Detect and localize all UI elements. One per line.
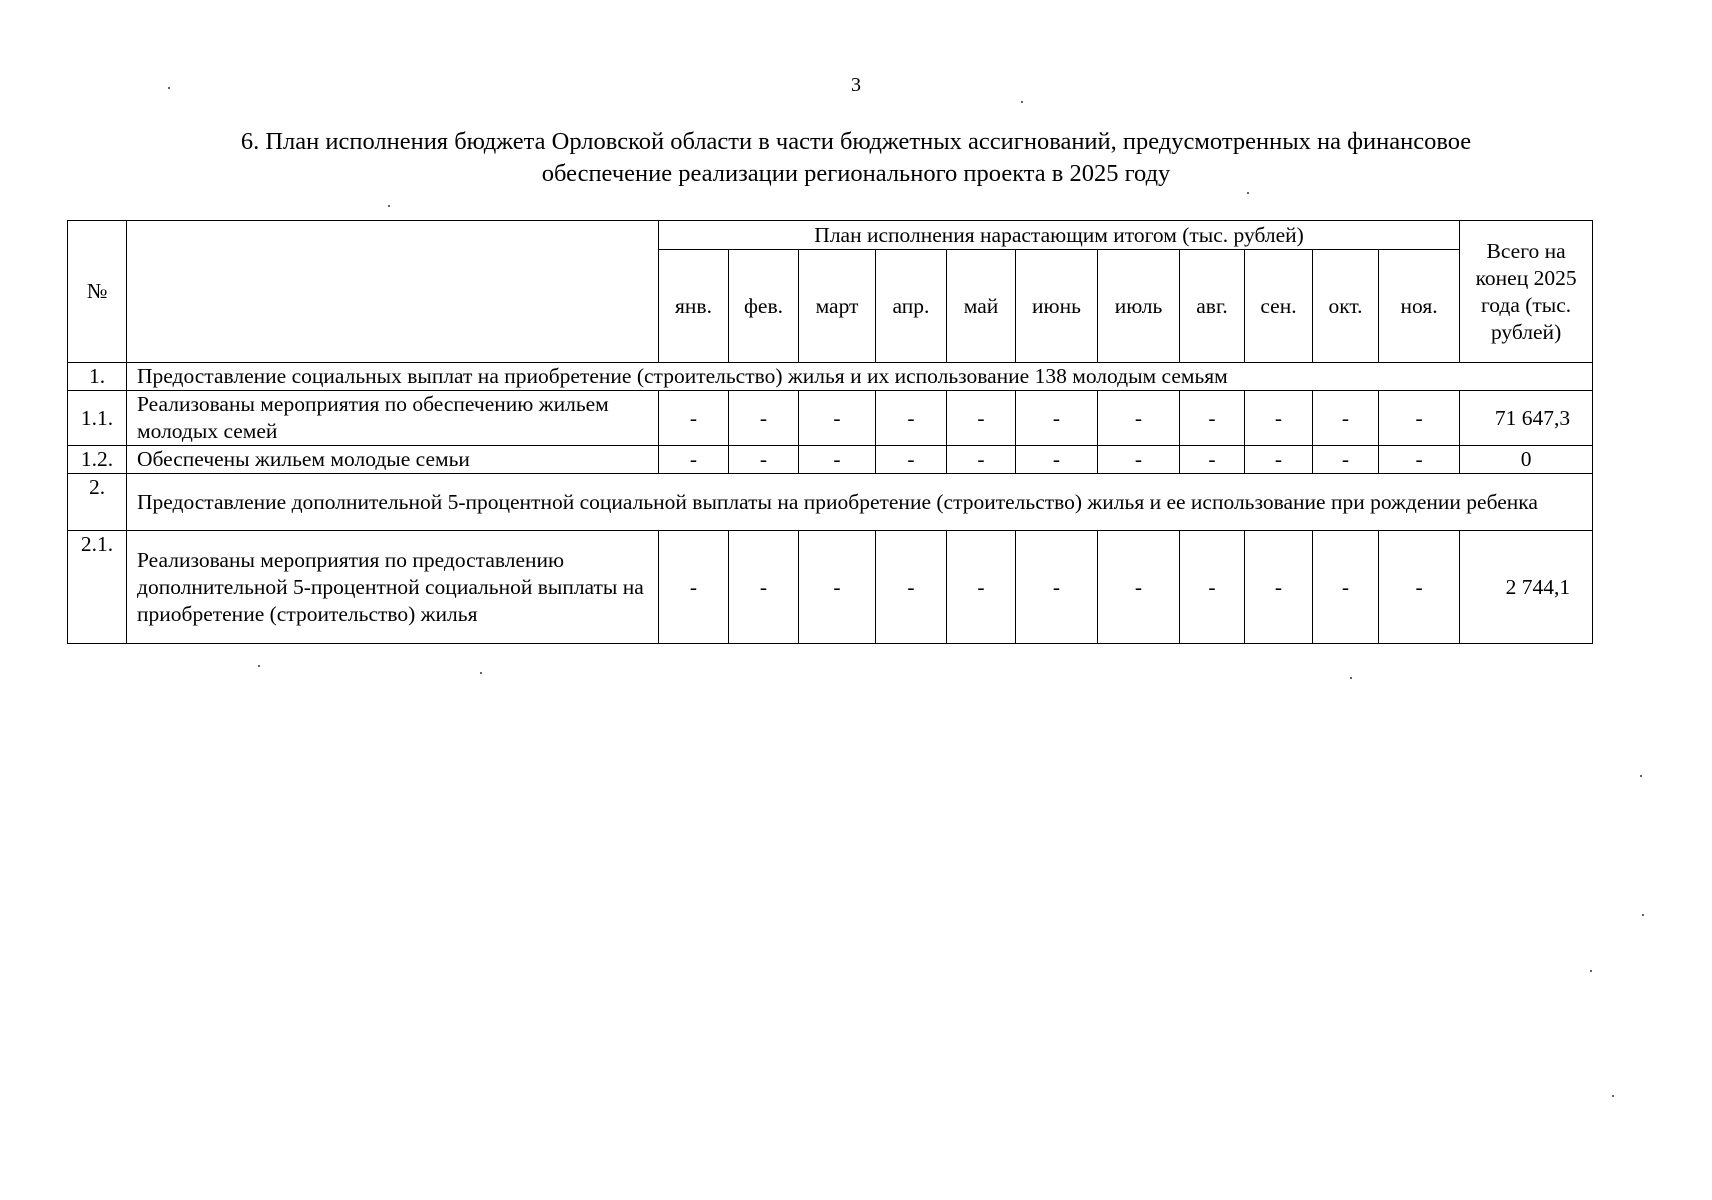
row-month-value: - xyxy=(729,446,799,474)
row-total: 2 744,1 xyxy=(1460,531,1593,644)
header-month: май xyxy=(947,250,1016,363)
scan-speck xyxy=(258,665,260,667)
header-month: июнь xyxy=(1016,250,1098,363)
row-text: Реализованы мероприятия по предоставлению дополнительной 5-процентной социальной выплаты на приобретение (строительство) жилья xyxy=(127,531,659,644)
scan-speck xyxy=(1640,775,1642,777)
header-plan-group: План исполнения нарастающим итогом (тыс. рублей) xyxy=(659,221,1460,250)
row-month-value: - xyxy=(659,531,729,644)
row-num: 1.1. xyxy=(68,391,127,446)
document-title xyxy=(60,126,1652,190)
scan-speck xyxy=(1247,192,1249,194)
scan-speck xyxy=(1350,677,1352,679)
header-month: июль xyxy=(1098,250,1180,363)
row-total: 0 xyxy=(1460,446,1593,474)
row-month-value: - xyxy=(1245,391,1313,446)
table-row-section xyxy=(68,363,1593,391)
scan-speck xyxy=(1021,101,1023,103)
scan-speck xyxy=(1642,914,1644,916)
header-month: фев. xyxy=(729,250,799,363)
row-month-value: - xyxy=(947,446,1016,474)
header-month: окт. xyxy=(1313,250,1379,363)
row-month-value: - xyxy=(1245,446,1313,474)
row-month-value: - xyxy=(659,446,729,474)
row-month-value: - xyxy=(876,531,947,644)
row-month-value: - xyxy=(1245,531,1313,644)
header-month: март xyxy=(799,250,876,363)
scan-speck xyxy=(168,87,170,89)
header-total: Всего на конец 2025 года (тыс. рублей) xyxy=(1460,221,1593,363)
budget-plan-table xyxy=(67,220,1593,644)
row-month-value: - xyxy=(1016,446,1098,474)
scan-speck xyxy=(1612,1095,1614,1097)
header-month: апр. xyxy=(876,250,947,363)
row-month-value: - xyxy=(1379,531,1460,644)
header-month: сен. xyxy=(1245,250,1313,363)
row-month-value: - xyxy=(947,531,1016,644)
row-month-value: - xyxy=(729,531,799,644)
row-num: 2.1. xyxy=(68,531,127,644)
row-num: 1. xyxy=(68,363,127,391)
row-total: 71 647,3 xyxy=(1460,391,1593,446)
header-month: ноя. xyxy=(1379,250,1460,363)
row-month-value: - xyxy=(799,446,876,474)
scan-speck xyxy=(1590,970,1592,972)
table-row xyxy=(68,446,1593,474)
row-month-value: - xyxy=(1180,391,1245,446)
row-month-value: - xyxy=(1313,391,1379,446)
row-month-value: - xyxy=(729,391,799,446)
title-line-1: 6. План исполнения бюджета Орловской области в части бюджетных ассигнований, предусмотренных на финансовое xyxy=(240,128,1472,155)
page-number: 3 xyxy=(851,74,861,96)
row-text: Предоставление дополнительной 5-процентной социальной выплаты на приобретение (строительство) жилья и ее использование при рождении ребенка xyxy=(127,474,1593,531)
row-month-value: - xyxy=(659,391,729,446)
row-month-value: - xyxy=(1180,531,1245,644)
row-month-value: - xyxy=(1016,391,1098,446)
row-month-value: - xyxy=(876,446,947,474)
header-month: авг. xyxy=(1180,250,1245,363)
scan-speck xyxy=(388,205,390,207)
scan-speck xyxy=(480,672,482,674)
row-month-value: - xyxy=(947,391,1016,446)
table-row xyxy=(68,391,1593,446)
row-month-value: - xyxy=(1098,391,1180,446)
row-text: Предоставление социальных выплат на приобретение (строительство) жилья и их использование 138 молодым семьям xyxy=(127,363,1593,391)
row-month-value: - xyxy=(1098,446,1180,474)
row-num: 2. xyxy=(68,474,127,531)
header-row-1 xyxy=(68,221,1593,250)
row-month-value: - xyxy=(1313,531,1379,644)
row-month-value: - xyxy=(799,531,876,644)
row-month-value: - xyxy=(799,391,876,446)
row-month-value: - xyxy=(1379,391,1460,446)
header-num: № xyxy=(68,221,127,363)
header-month: янв. xyxy=(659,250,729,363)
header-name xyxy=(127,221,659,363)
title-line-2: обеспечение реализации регионального проекта в 2025 году xyxy=(541,160,1171,187)
row-month-value: - xyxy=(1098,531,1180,644)
row-num: 1.2. xyxy=(68,446,127,474)
row-text: Реализованы мероприятия по обеспечению жильем молодых семей xyxy=(127,391,659,446)
row-month-value: - xyxy=(876,391,947,446)
row-text: Обеспечены жильем молодые семьи xyxy=(127,446,659,474)
table-row xyxy=(68,531,1593,644)
row-month-value: - xyxy=(1016,531,1098,644)
row-month-value: - xyxy=(1379,446,1460,474)
row-month-value: - xyxy=(1180,446,1245,474)
table-row-section xyxy=(68,474,1593,531)
row-month-value: - xyxy=(1313,446,1379,474)
